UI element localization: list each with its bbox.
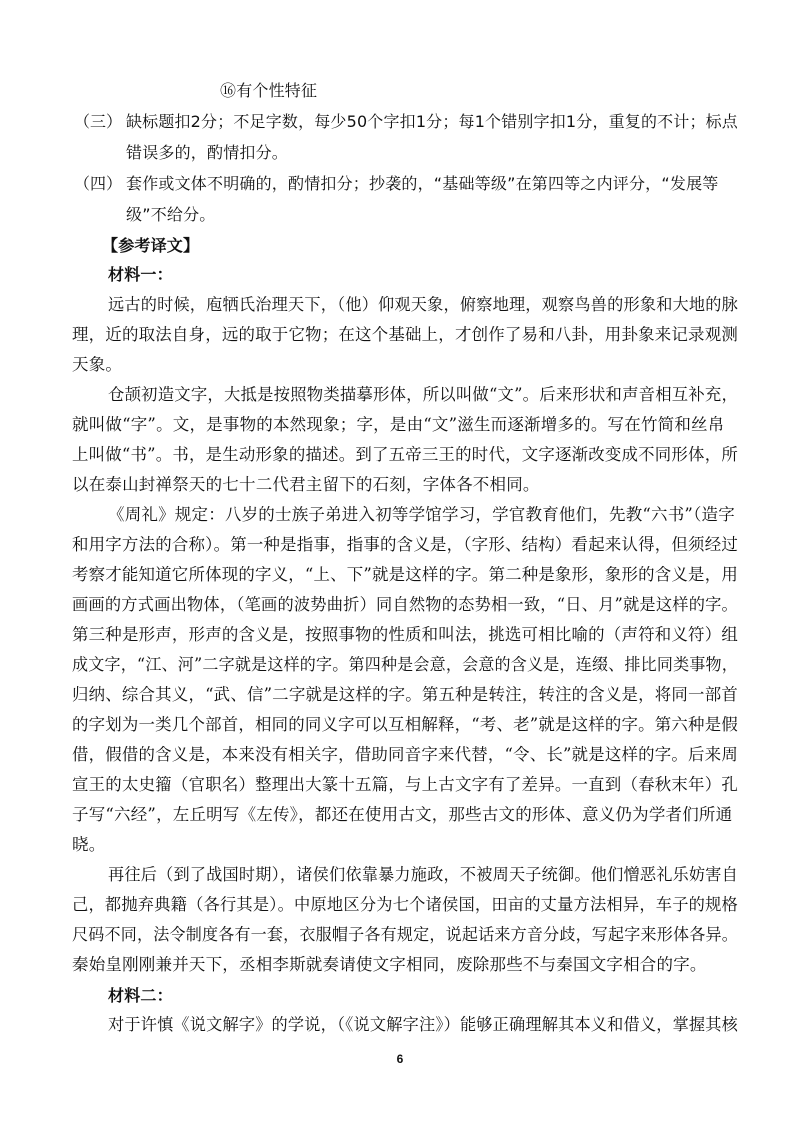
m1-p3-line-11: 子写“六经”，左丘明写《左传》，都还在使用古文，那些古文的形体、意义仍为学者们所通: [72, 805, 733, 824]
m1-p4-line-1: 再往后（到了战国时期），诸侯们依靠暴力施政，不被周天子统御。他们憎恶礼乐妨害自: [108, 865, 739, 884]
page-number: 6: [396, 1052, 404, 1066]
m1-p3-line-4: 画画的方式画出物体，（笔画的波势曲折）同自然物的态势相一致，“日、月”就是这样的字。: [72, 595, 738, 614]
scoring-rule-3-label: （三）: [74, 112, 123, 131]
m1-p2-line-1: 仓颉初造文字，大抵是按照物类描摹形体，所以叫做“文”。后来形状和声音相互补充，: [108, 385, 739, 404]
material-1-title: 材料一：: [108, 265, 173, 284]
m1-p2-line-2: 就叫做“字”。文，是事物的本然现象；字，是由“文”滋生而逐渐增多的。写在竹简和丝帛: [72, 415, 725, 434]
m1-p3-line-8: 的字划为一类几个部首，相同的同义字可以互相解释，“考、老”就是这样的字。第六种是假: [72, 715, 738, 734]
m1-p4-line-4: 秦始皇刚刚兼并天下，丞相李斯就奏请使文字相同，废除那些不与秦国文字相合的字。: [72, 955, 707, 974]
scoring-rule-4-line-1: 套作或文体不明确的，酌情扣分；抄袭的，“基础等级”在第四等之内评分，“发展等: [126, 174, 719, 193]
m1-p3-line-7: 归纳、综合其义，“武、信”二字就是这样的字。第五种是转注，转注的含义是，将同一部首: [72, 685, 738, 704]
m1-p3-line-5: 第三种是形声，形声的含义是，按照事物的性质和叫法，挑选可相比喻的（声符和义符）组: [72, 625, 738, 644]
m1-p3-line-10: 宣王的太史籀（官职名）整理出大篆十五篇，与上古文字有了差异。一直到（春秋末年）孔: [72, 775, 738, 794]
m1-p3-line-6: 成文字，“江、河”二字就是这样的字。第四种是会意，会意的含义是，连缀、排比同类事物，: [72, 655, 739, 674]
m1-p3-line-1: 《周礼》规定：八岁的士族子弟进入初等学馆学习，学官教育他们，先教“六书”（造字: [108, 505, 735, 524]
m1-p1-line-2: 理，近的取法自身，远的取于它物；在这个基础上，才创作了易和八卦，用卦象来记录观测: [72, 325, 738, 344]
m1-p4-line-2: 己，都抛弃典籍（各行其是）。中原地区分为七个诸侯国，田亩的丈量方法相异，车子的规格: [72, 895, 738, 914]
scoring-rule-3-line-1: 缺标题扣2分；不足字数，每少50个字扣1分；每1个错别字扣1分，重复的不计；标点: [126, 112, 738, 131]
m1-p3-line-2: 和用字方法的合称）。第一种是指事，指事的含义是，（字形、结构）看起来认得，但须经过: [72, 535, 738, 554]
scoring-item-16: ⑯有个性特征: [220, 81, 318, 100]
m1-p4-line-3: 尺码不同，法令制度各有一套，衣服帽子各有规定，说起话来方音分歧，写起字来形体各异。: [72, 925, 739, 944]
m1-p3-line-9: 借，假借的含义是，本来没有相关字，借助同音字来代替，“令、长”就是这样的字。后来周: [72, 745, 738, 764]
m1-p3-line-3: 考察才能知道它所体现的字义，“上、下”就是这样的字。第二种是象形，象形的含义是，用: [72, 565, 738, 584]
m1-p1-line-1: 远古的时候，庖牺氏治理天下，（他）仰观天象，俯察地理，观察鸟兽的形象和大地的脉: [108, 295, 739, 314]
translation-heading: 【参考译文】: [102, 236, 200, 255]
material-2-title: 材料二：: [108, 986, 173, 1005]
m2-line-1: 对于许慎《说文解字》的学说，（《说文解字注》）能够正确理解其本义和借义，掌握其核: [108, 1015, 738, 1034]
m1-p2-line-3: 上叫做“书”。书，是生动形象的描述。到了五帝三王的时代，文字逐渐改变成不同形体，所: [72, 445, 738, 464]
scoring-rule-3-line-2: 错误多的，酌情扣分。: [126, 143, 289, 162]
m1-p1-line-3: 天象。: [72, 355, 123, 374]
m1-p3-line-12: 晓。: [72, 835, 106, 854]
scoring-rule-4-line-2: 级”不给分。: [126, 205, 216, 224]
m1-p2-line-4: 以在泰山封禅祭天的七十二代君主留下的石刻，字体各不相同。: [72, 475, 540, 494]
scoring-rule-4-label: （四）: [74, 174, 123, 193]
